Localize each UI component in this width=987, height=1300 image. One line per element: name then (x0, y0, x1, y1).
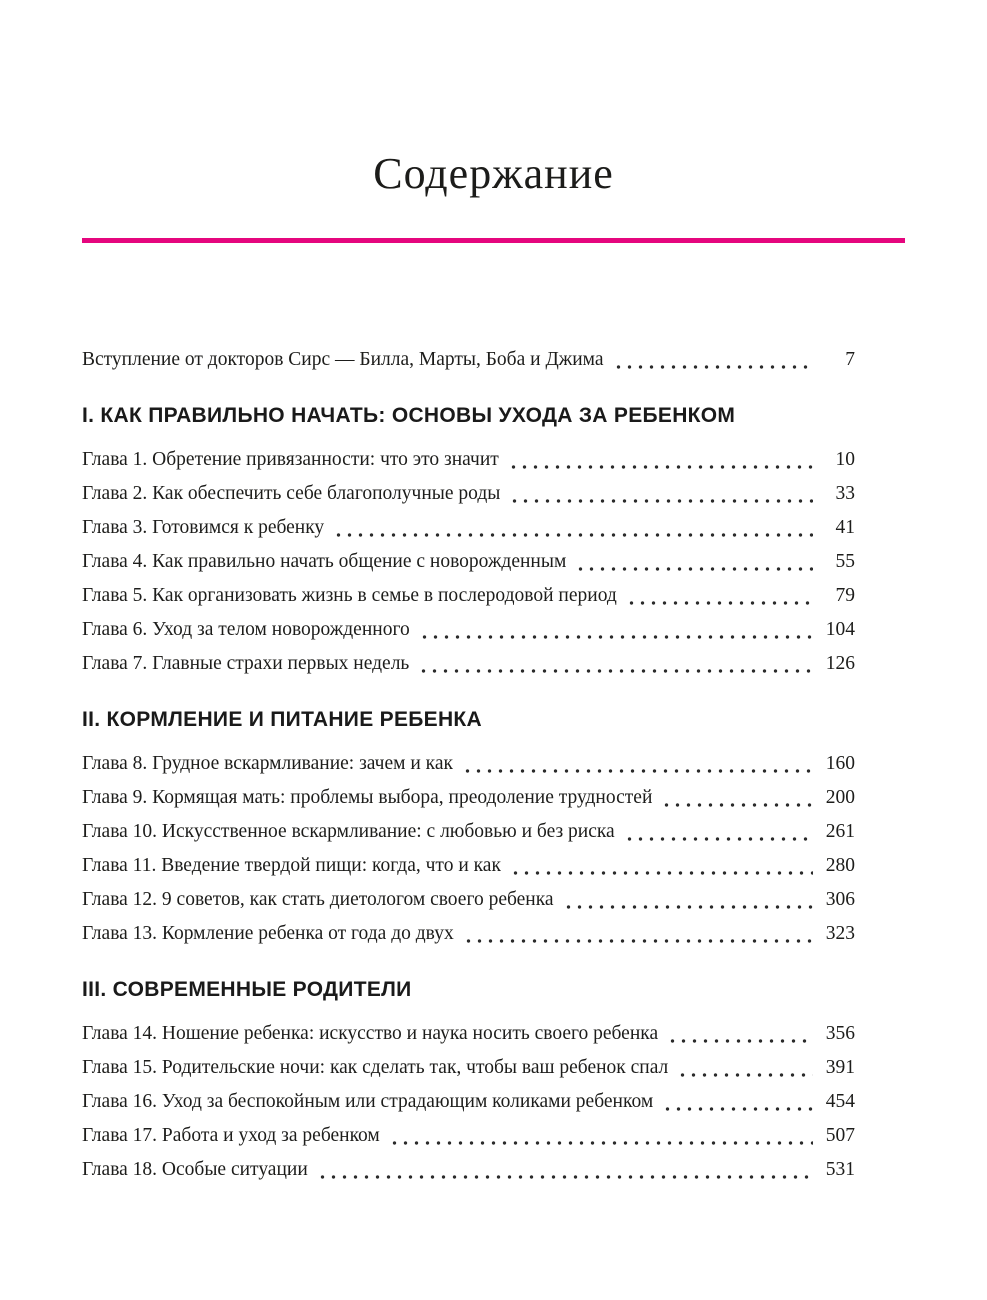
leader-dots (507, 477, 813, 511)
entry-page-number: 261 (825, 821, 855, 842)
toc-entry (82, 545, 855, 579)
entry-label: Глава 8. Грудное вскармливание: зачем и как (82, 753, 453, 774)
toc-entry (82, 849, 855, 883)
section-heading: II. КОРМЛЕНИЕ И ПИТАНИЕ РЕБЕНКА (82, 708, 483, 731)
entry-label: Глава 9. Кормящая мать: проблемы выбора, преодоление трудностей (82, 787, 653, 808)
entry-label: Вступление от докторов Сирс — Билла, Марты, Боба и Джима (82, 349, 604, 370)
entry-label: Глава 3. Готовимся к ребенку (82, 517, 325, 538)
leader-dots (660, 1085, 813, 1119)
toc-entry (82, 1051, 855, 1085)
toc-entry (82, 647, 855, 681)
toc-entry (82, 781, 855, 815)
section-heading: III. СОВРЕМЕННЫЕ РОДИТЕЛИ (82, 978, 412, 1001)
leader-dots (416, 647, 813, 681)
toc-entry (82, 917, 855, 951)
leader-dots (659, 781, 813, 815)
entry-label: Глава 1. Обретение привязанности: что это значит (82, 449, 499, 470)
toc-entry (82, 883, 855, 917)
leader-dots (675, 1051, 813, 1085)
page-title: Содержание (373, 149, 614, 198)
entry-page-number: 7 (845, 349, 855, 370)
entry-page-number: 454 (825, 1091, 855, 1112)
toc-entry (82, 747, 855, 781)
entry-page-number: 280 (825, 855, 855, 876)
entry-page-number: 356 (825, 1023, 855, 1044)
entry-label: Глава 15. Родительские ночи: как сделать так, чтобы ваш ребенок спал (82, 1057, 669, 1078)
entry-label: Глава 18. Особые ситуации (82, 1159, 308, 1180)
entry-page-number: 200 (825, 787, 855, 808)
leader-dots (461, 917, 813, 951)
leader-dots (508, 849, 813, 883)
entry-label: Глава 2. Как обеспечить себе благополучные роды (82, 483, 501, 504)
entry-page-number: 41 (835, 517, 855, 538)
entry-label: Глава 7. Главные страхи первых недель (82, 653, 410, 674)
leader-dots (331, 511, 813, 545)
entry-label: Глава 17. Работа и уход за ребенком (82, 1125, 380, 1146)
toc-entry (82, 343, 855, 377)
entry-page-number: 10 (835, 449, 855, 470)
entry-label: Глава 13. Кормление ребенка от года до двух (82, 923, 454, 944)
toc-entry (82, 613, 855, 647)
leader-dots (417, 613, 813, 647)
entry-page-number: 79 (835, 585, 855, 606)
entry-page-number: 306 (825, 889, 855, 910)
toc-entry (82, 1119, 855, 1153)
toc-entry (82, 443, 855, 477)
leader-dots (561, 883, 813, 917)
leader-dots (460, 747, 813, 781)
entry-label: Глава 14. Ношение ребенка: искусство и наука носить своего ребенка (82, 1023, 659, 1044)
toc-entry (82, 1153, 855, 1187)
toc-entry (82, 815, 855, 849)
leader-dots (622, 815, 813, 849)
toc-entry (82, 1017, 855, 1051)
section-heading: I. КАК ПРАВИЛЬНО НАЧАТЬ: ОСНОВЫ УХОДА ЗА РЕБЕНКОМ (82, 404, 736, 427)
leader-dots (387, 1119, 813, 1153)
leader-dots (573, 545, 813, 579)
toc-entry (82, 1085, 855, 1119)
entry-page-number: 507 (825, 1125, 855, 1146)
leader-dots (506, 443, 813, 477)
entry-label: Глава 12. 9 советов, как стать диетологом своего ребенка (82, 889, 554, 910)
toc-entry (82, 579, 855, 613)
entry-page-number: 391 (825, 1057, 855, 1078)
entry-page-number: 531 (825, 1159, 855, 1180)
entry-label: Глава 6. Уход за телом новорожденного (82, 619, 410, 640)
entry-page-number: 104 (825, 619, 855, 640)
toc-entry (82, 511, 855, 545)
entry-label: Глава 10. Искусственное вскармливание: с любовью и без риска (82, 821, 615, 842)
toc (82, 343, 905, 1187)
entry-page-number: 55 (835, 551, 855, 572)
entry-page-number: 323 (825, 923, 855, 944)
leader-dots (315, 1153, 813, 1187)
toc-entry (82, 477, 855, 511)
entry-label: Глава 16. Уход за беспокойным или страдающим коликами ребенком (82, 1091, 654, 1112)
entry-page-number: 126 (825, 653, 855, 674)
entry-page-number: 160 (825, 753, 855, 774)
leader-dots (665, 1017, 813, 1051)
accent-rule (82, 238, 905, 243)
leader-dots (611, 343, 813, 377)
entry-label: Глава 4. Как правильно начать общение с новорожденным (82, 551, 567, 572)
leader-dots (624, 579, 813, 613)
entry-page-number: 33 (835, 483, 855, 504)
entry-label: Глава 11. Введение твердой пищи: когда, что и как (82, 855, 501, 876)
entry-label: Глава 5. Как организовать жизнь в семье в послеродовой период (82, 585, 617, 606)
